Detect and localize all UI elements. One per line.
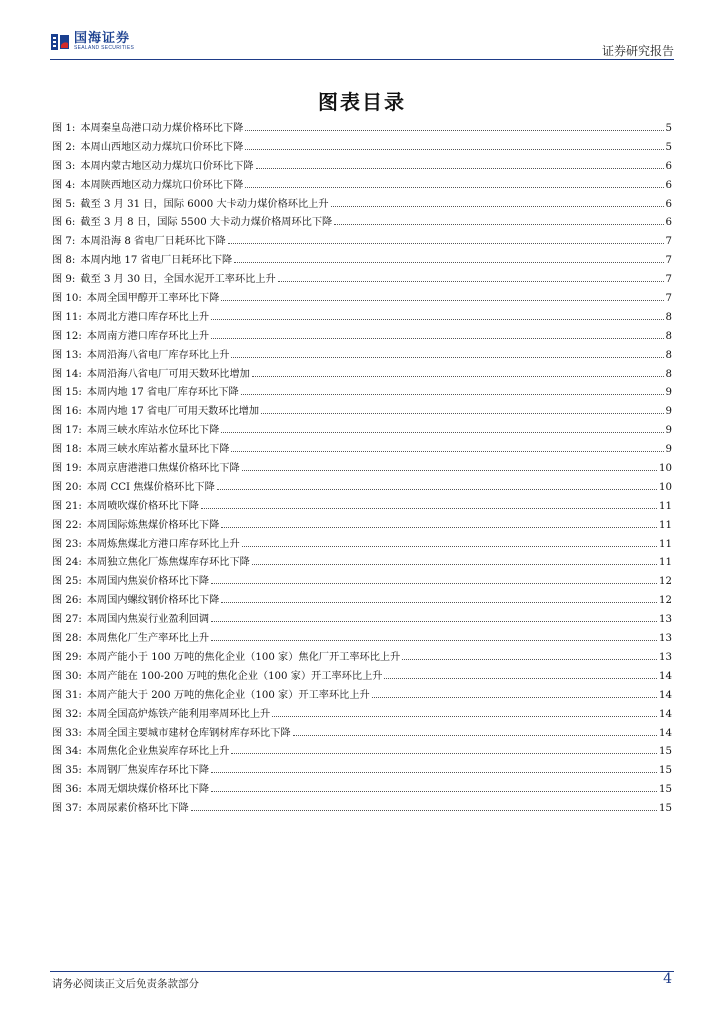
toc-leader-dots: [245, 129, 663, 131]
toc-page-number: 7: [665, 293, 672, 305]
toc-page-number: 6: [665, 179, 672, 191]
sealand-logo-icon: [50, 32, 70, 52]
toc-figure-title: 本周国内螺纹钢价格环比下降: [86, 595, 220, 607]
toc-page-number: 13: [659, 633, 672, 645]
toc-figure-title: 本周内地 17 省电厂可用天数环比增加: [86, 406, 260, 418]
toc-entry[interactable]: [52, 213, 672, 232]
toc-leader-dots: [231, 450, 663, 452]
page-header: [0, 0, 724, 62]
toc-page-number: 11: [659, 500, 672, 512]
toc-figure-title: 本周国内焦炭价格环比下降: [86, 576, 210, 588]
toc-figure-title: 本周无烟块煤价格环比下降: [86, 784, 210, 796]
toc-leader-dots: [217, 488, 657, 490]
toc-figure-title: 本周国内焦炭行业盈利回调: [86, 614, 210, 626]
toc-entry[interactable]: [52, 780, 672, 799]
toc-entry[interactable]: [52, 119, 672, 138]
toc-figure-title: 本周三峡水库站蓄水量环比下降: [86, 444, 230, 456]
toc-figure-title: 本周炼焦煤北方港口库存环比上升: [86, 538, 240, 550]
toc-page-number: 9: [665, 425, 672, 437]
toc-figure-number: 图 12:: [52, 330, 82, 342]
toc-leader-dots: [331, 205, 664, 207]
toc-entry[interactable]: [52, 421, 672, 440]
toc-page-number: 8: [665, 368, 672, 380]
toc-figure-number: 图 32:: [52, 708, 82, 720]
toc-figure-number: 图 27:: [52, 614, 82, 626]
toc-page-number: 9: [665, 387, 672, 399]
toc-figure-title: 本周北方港口库存环比上升: [86, 311, 210, 323]
toc-figure-number: 图 26:: [52, 595, 82, 607]
toc-page-number: 12: [659, 595, 672, 607]
toc-page-number: 7: [665, 274, 672, 286]
toc-entry[interactable]: [52, 195, 672, 214]
toc-page-number: 13: [659, 651, 672, 663]
toc-page-number: 15: [659, 765, 672, 777]
toc-leader-dots: [211, 318, 663, 320]
toc-figure-title: 本周沿海 8 省电厂日耗环比下降: [80, 236, 226, 248]
header-divider: [50, 59, 674, 60]
toc-figure-number: 图 20:: [52, 481, 82, 493]
toc-entry[interactable]: [52, 629, 672, 648]
toc-figure-title: 本周产能在 100-200 万吨的焦化企业（100 家）开工率环比上升: [86, 670, 383, 682]
toc-figure-number: 图 2:: [52, 141, 76, 153]
toc-figure-title: 本周内地 17 省电厂库存环比下降: [86, 387, 239, 399]
toc-entry[interactable]: [52, 308, 672, 327]
toc-entry[interactable]: [52, 667, 672, 686]
toc-figure-number: 图 10:: [52, 293, 82, 305]
toc-figure-number: 图 7:: [52, 236, 76, 248]
toc-page-number: 8: [665, 349, 672, 361]
toc-leader-dots: [272, 715, 657, 717]
toc-leader-dots: [211, 337, 663, 339]
page-title: 图表目录: [318, 90, 406, 114]
toc-figure-number: 图 28:: [52, 633, 82, 645]
toc-leader-dots: [256, 167, 664, 169]
toc-page-number: 15: [659, 746, 672, 758]
toc-leader-dots: [228, 242, 664, 244]
toc-figure-number: 图 5:: [52, 198, 76, 210]
toc-entry[interactable]: [52, 270, 672, 289]
toc-figure-title: 本周沿海八省电厂可用天数环比增加: [86, 368, 250, 380]
toc-leader-dots: [372, 696, 657, 698]
toc-figure-number: 图 25:: [52, 576, 82, 588]
toc-figure-number: 图 29:: [52, 651, 82, 663]
toc-entry[interactable]: [52, 553, 672, 572]
toc-page-number: 13: [659, 614, 672, 626]
toc-page-number: 7: [665, 236, 672, 248]
toc-entry[interactable]: [52, 176, 672, 195]
toc-figure-title: 本周 CCI 焦煤价格环比下降: [86, 481, 215, 493]
toc-entry[interactable]: [52, 705, 672, 724]
toc-page-number: 6: [665, 160, 672, 172]
toc-entry[interactable]: [52, 742, 672, 761]
toc-entry[interactable]: [52, 157, 672, 176]
toc-figure-number: 图 9:: [52, 274, 76, 286]
toc-page-number: 8: [665, 330, 672, 342]
toc-figure-title: 截至 3 月 8 日，国际 5500 大卡动力煤价格周环比下降: [80, 217, 333, 229]
toc-leader-dots: [245, 186, 663, 188]
toc-entry[interactable]: [52, 761, 672, 780]
toc-entry[interactable]: [52, 346, 672, 365]
logo-chinese-name: 国海证券: [74, 31, 131, 46]
toc-entry[interactable]: [52, 383, 672, 402]
toc-entry[interactable]: [52, 289, 672, 308]
toc-figure-number: 图 36:: [52, 784, 82, 796]
toc-figure-title: 本周焦化企业焦炭库存环比上升: [86, 746, 230, 758]
toc-figure-title: 本周尿素价格环比下降: [86, 803, 189, 815]
footer-divider: [50, 971, 674, 972]
toc-figure-number: 图 19:: [52, 463, 82, 475]
toc-figure-number: 图 23:: [52, 538, 82, 550]
toc-leader-dots: [252, 375, 664, 377]
toc-leader-dots: [252, 563, 657, 565]
toc-page-number: 9: [665, 444, 672, 456]
toc-entry[interactable]: [52, 251, 672, 270]
toc-page-number: 5: [665, 141, 672, 153]
toc-page-number: 6: [665, 217, 672, 229]
toc-page-number: 11: [659, 519, 672, 531]
toc-leader-dots: [201, 507, 657, 509]
toc-figure-title: 本周秦皇岛港口动力煤价格环比下降: [80, 123, 244, 134]
toc-figure-title: 本周产能大于 200 万吨的焦化企业（100 家）开工率环比上升: [86, 689, 370, 701]
toc-leader-dots: [221, 299, 663, 301]
toc-page-number: 11: [659, 557, 672, 569]
toc-leader-dots: [384, 677, 657, 679]
toc-entry[interactable]: [52, 459, 672, 478]
toc-page-number: 14: [659, 670, 672, 682]
toc-figure-title: 本周产能小于 100 万吨的焦化企业（100 家）焦化厂开工率环比上升: [86, 651, 401, 663]
toc-figure-title: 本周钢厂焦炭库存环比下降: [86, 765, 210, 777]
toc-leader-dots: [221, 431, 663, 433]
toc-leader-dots: [293, 734, 657, 736]
toc-figure-number: 图 34:: [52, 746, 82, 758]
toc-leader-dots: [234, 261, 663, 263]
toc-page-number: 14: [659, 689, 672, 701]
toc-figure-number: 图 35:: [52, 765, 82, 777]
toc-figure-title: 本周山西地区动力煤坑口价环比下降: [80, 141, 244, 153]
toc-entry[interactable]: [52, 572, 672, 591]
toc-page-number: 6: [665, 198, 672, 210]
toc-figure-number: 图 14:: [52, 368, 82, 380]
toc-figure-title: 本周京唐港港口焦煤价格环比下降: [86, 463, 240, 475]
toc-entry[interactable]: [52, 591, 672, 610]
toc-figure-number: 图 18:: [52, 444, 82, 456]
toc-entry[interactable]: [52, 610, 672, 629]
toc-page-number: 15: [659, 784, 672, 796]
toc-entry[interactable]: [52, 478, 672, 497]
toc-page-number: 7: [665, 255, 672, 267]
toc-figure-number: 图 37:: [52, 803, 82, 815]
toc-figure-number: 图 24:: [52, 557, 82, 569]
toc-figure-number: 图 31:: [52, 689, 82, 701]
toc-entry[interactable]: [52, 724, 672, 743]
toc-figure-number: 图 6:: [52, 217, 76, 229]
toc-figure-title: 本周焦化厂生产率环比上升: [86, 633, 210, 645]
toc-page-number: 9: [665, 406, 672, 418]
report-type-label: 证券研究报告: [601, 44, 674, 58]
toc-figure-title: 本周陕西地区动力煤坑口价环比下降: [80, 179, 244, 191]
toc-entry[interactable]: [52, 138, 672, 157]
toc-entry[interactable]: [52, 799, 672, 818]
toc-figure-title: 本周内蒙古地区动力煤坑口价环比下降: [80, 160, 254, 172]
toc-leader-dots: [242, 545, 657, 547]
toc-figure-number: 图 3:: [52, 160, 76, 172]
toc-figure-title: 本周全国甲醇开工率环比下降: [86, 293, 220, 305]
toc-leader-dots: [231, 752, 657, 754]
toc-figure-number: 图 21:: [52, 500, 82, 512]
toc-entry[interactable]: [52, 516, 672, 535]
toc-figure-number: 图 17:: [52, 425, 82, 437]
page-number: 4: [663, 971, 672, 987]
toc-leader-dots: [402, 658, 657, 660]
toc-leader-dots: [221, 526, 657, 528]
toc-leader-dots: [221, 601, 657, 603]
toc-figure-number: 图 15:: [52, 387, 82, 399]
toc-leader-dots: [191, 809, 657, 811]
toc-figure-title: 本周独立焦化厂炼焦煤库存环比下降: [86, 557, 250, 569]
toc-figure-number: 图 11:: [52, 311, 82, 323]
toc-page-number: 14: [659, 727, 672, 739]
toc-figure-number: 图 8:: [52, 255, 76, 267]
company-logo: [50, 32, 134, 52]
toc-figure-title: 本周南方港口库存环比上升: [86, 330, 210, 342]
toc-page-number: 15: [659, 803, 672, 815]
toc-leader-dots: [211, 790, 657, 792]
toc-figure-number: 图 22:: [52, 519, 82, 531]
toc-figure-number: 图 4:: [52, 179, 76, 191]
toc-entry[interactable]: [52, 440, 672, 459]
toc-leader-dots: [211, 771, 657, 773]
footer-disclaimer: 请务必阅读正文后免责条款部分: [52, 978, 199, 990]
toc-figure-title: 本周喷吹煤价格环比下降: [86, 500, 199, 512]
toc-page-number: 8: [665, 311, 672, 323]
toc-entry[interactable]: [52, 497, 672, 516]
toc-entry[interactable]: [52, 535, 672, 554]
toc-leader-dots: [211, 582, 657, 584]
toc-leader-dots: [241, 393, 664, 395]
toc-leader-dots: [242, 469, 657, 471]
toc-figure-title: 本周国际炼焦煤价格环比下降: [86, 519, 220, 531]
toc-figure-number: 图 30:: [52, 670, 82, 682]
toc-page-number: 11: [659, 538, 672, 550]
toc-entry[interactable]: [52, 648, 672, 667]
toc-leader-dots: [211, 620, 657, 622]
toc-leader-dots: [261, 412, 663, 414]
toc-page-number: 10: [659, 463, 672, 475]
toc-entry[interactable]: [52, 686, 672, 705]
toc-page-number: 12: [659, 576, 672, 588]
figure-list: [52, 119, 672, 818]
toc-leader-dots: [278, 280, 664, 282]
toc-leader-dots: [231, 356, 663, 358]
toc-entry[interactable]: [52, 327, 672, 346]
toc-entry[interactable]: [52, 402, 672, 421]
toc-leader-dots: [211, 639, 657, 641]
toc-entry[interactable]: [52, 365, 672, 384]
toc-figure-title: 本周全国主要城市建材仓库钢材库存环比下降: [86, 727, 291, 739]
toc-figure-number: 图 1:: [52, 123, 76, 134]
toc-figure-number: 图 13:: [52, 349, 82, 361]
toc-figure-title: 本周全国高炉炼铁产能利用率周环比上升: [86, 708, 271, 720]
toc-figure-number: 图 33:: [52, 727, 82, 739]
toc-leader-dots: [334, 223, 663, 225]
toc-page-number: 5: [665, 123, 672, 134]
toc-page-number: 14: [659, 708, 672, 720]
toc-entry[interactable]: [52, 232, 672, 251]
toc-figure-title: 本周沿海八省电厂库存环比上升: [86, 349, 230, 361]
toc-leader-dots: [245, 148, 663, 150]
toc-page-number: 10: [659, 481, 672, 493]
toc-figure-title: 本周内地 17 省电厂日耗环比下降: [80, 255, 233, 267]
toc-figure-title: 本周三峡水库站水位环比下降: [86, 425, 220, 437]
toc-figure-number: 图 16:: [52, 406, 82, 418]
toc-figure-title: 截至 3 月 31 日，国际 6000 大卡动力煤价格环比上升: [80, 198, 329, 210]
logo-english-name: SEALAND SECURITIES: [74, 45, 135, 51]
toc-figure-title: 截至 3 月 30 日，全国水泥开工率环比上升: [80, 274, 276, 286]
